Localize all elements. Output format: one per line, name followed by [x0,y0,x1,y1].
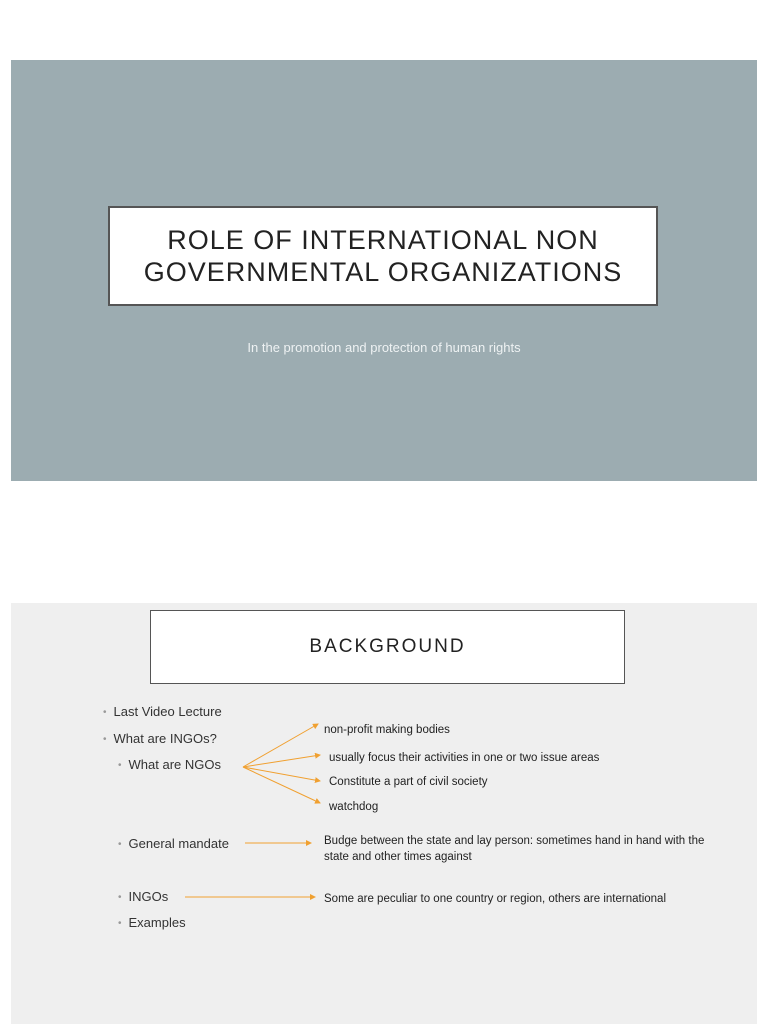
bullet-what-ngos: • What are NGOs [118,757,221,772]
ingo-note: Some are peculiar to one country or region, others are international [324,893,667,905]
title-line-2: GOVERNMENTAL ORGANIZATIONS [143,257,623,287]
arrow-to-watchdog [243,767,320,803]
title-box [108,206,658,306]
subtitle: In the promotion and protection of human rights [247,340,521,355]
bullet-ingos: • INGOs [118,889,169,904]
arrow-to-non-profit [243,724,318,767]
bullet-dot: • [103,707,107,718]
ngo-point-civil-society: Constitute a part of civil society [329,776,488,788]
mandate-note: Budge between the state and lay person: sometimes hand in hand with the state and other times against [324,835,705,863]
bullet-dot: • [118,839,122,850]
arrow-to-issue-areas [243,755,320,767]
bullet-what-ingos: • What are INGOs? [103,731,217,746]
bullet-dot: • [103,734,107,745]
bullet-dot: • [118,918,122,929]
bullet-last-video: • Last Video Lecture [103,704,222,719]
arrows [11,603,757,1024]
ngo-point-watchdog: watchdog [329,801,379,813]
title-line-1: ROLE OF INTERNATIONAL NON [167,225,599,255]
bullet-dot: • [118,760,122,771]
background-title: BACKGROUND [150,610,625,684]
ngo-point-non-profit: non-profit making bodies [324,724,450,736]
bullet-dot: • [118,892,122,903]
bullet-examples: • Examples [118,915,186,930]
title-slide [11,60,757,481]
ngo-point-issue-areas: usually focus their activities in one or two issue areas [329,752,600,764]
background-slide [11,603,757,1024]
arrow-to-civil-society [243,767,320,781]
bullet-general-mandate: • General mandate [118,836,229,851]
